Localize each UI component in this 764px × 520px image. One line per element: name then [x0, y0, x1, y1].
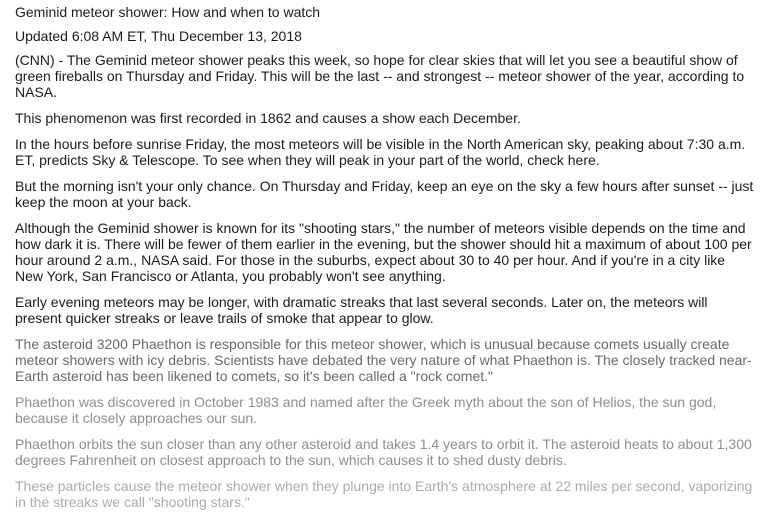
article-paragraph-9: Phaethon orbits the sun closer than any other asteroid and takes 1.4 years to orbit it. The asteroid heats to about 1,300 degrees Fahrenheit on closest approach to the sun, which causes it to shed dusty debris.: [15, 436, 752, 468]
article-paragraph-1: (CNN) - The Geminid meteor shower peaks this week, so hope for clear skies that will let you see a beautiful show of green fireballs on Thursday and Friday. This will be the last -- and strongest -- meteor shower of the year, according to NASA.: [15, 52, 745, 100]
article-paragraph-7: The asteroid 3200 Phaethon is responsible for this meteor shower, which is unusual because comets usually create meteor showers with icy debris. Scientists have debated the very nature of what Phaethon is. The closely tracked near-Earth asteroid has been likened to comets, so it's been called a "rock comet.": [15, 336, 752, 384]
article-paragraph-3: In the hours before sunrise Friday, the most meteors will be visible in the North American sky, peaking about 7:30 a.m. ET, predicts Sky & Telescope. To see when they will peak in your part of the world, check here.: [15, 136, 746, 168]
article-updated-timestamp: Updated 6:08 AM ET, Thu December 13, 2018: [15, 28, 302, 44]
article-headline: Geminid meteor shower: How and when to watch: [15, 4, 321, 20]
article-paragraph-4: But the morning isn't your only chance. On Thursday and Friday, keep an eye on the sky a few hours after sunset -- just keep the moon at your back.: [15, 178, 754, 210]
article-paragraph-8: Phaethon was discovered in October 1983 and named after the Greek myth about the son of Helios, the sun god, because it closely approaches our sun.: [15, 394, 717, 426]
article: [15, 4, 755, 520]
article-paragraph-10: These particles cause the meteor shower when they plunge into Earth's atmosphere at 22 miles per second, vaporizing in the streaks we call "shooting stars.": [15, 478, 753, 510]
article-paragraph-6: Early evening meteors may be longer, with dramatic streaks that last several seconds. Later on, the meteors will present quicker streaks or leave trails of smoke that appear to glow.: [15, 294, 708, 326]
article-paragraph-5: Although the Geminid shower is known for its "shooting stars," the number of meteors visible depends on the time and how dark it is. There will be fewer of them earlier in the evening, but the shower should hit a maximum of about 100 per hour around 2 a.m., NASA said. For those in the suburbs, expect about 30 to 40 per hour. And if you're in a city like New York, San Francisco or Atlanta, you probably won't see anything.: [15, 220, 752, 284]
article-paragraph-2: This phenomenon was first recorded in 1862 and causes a show each December.: [15, 110, 521, 126]
